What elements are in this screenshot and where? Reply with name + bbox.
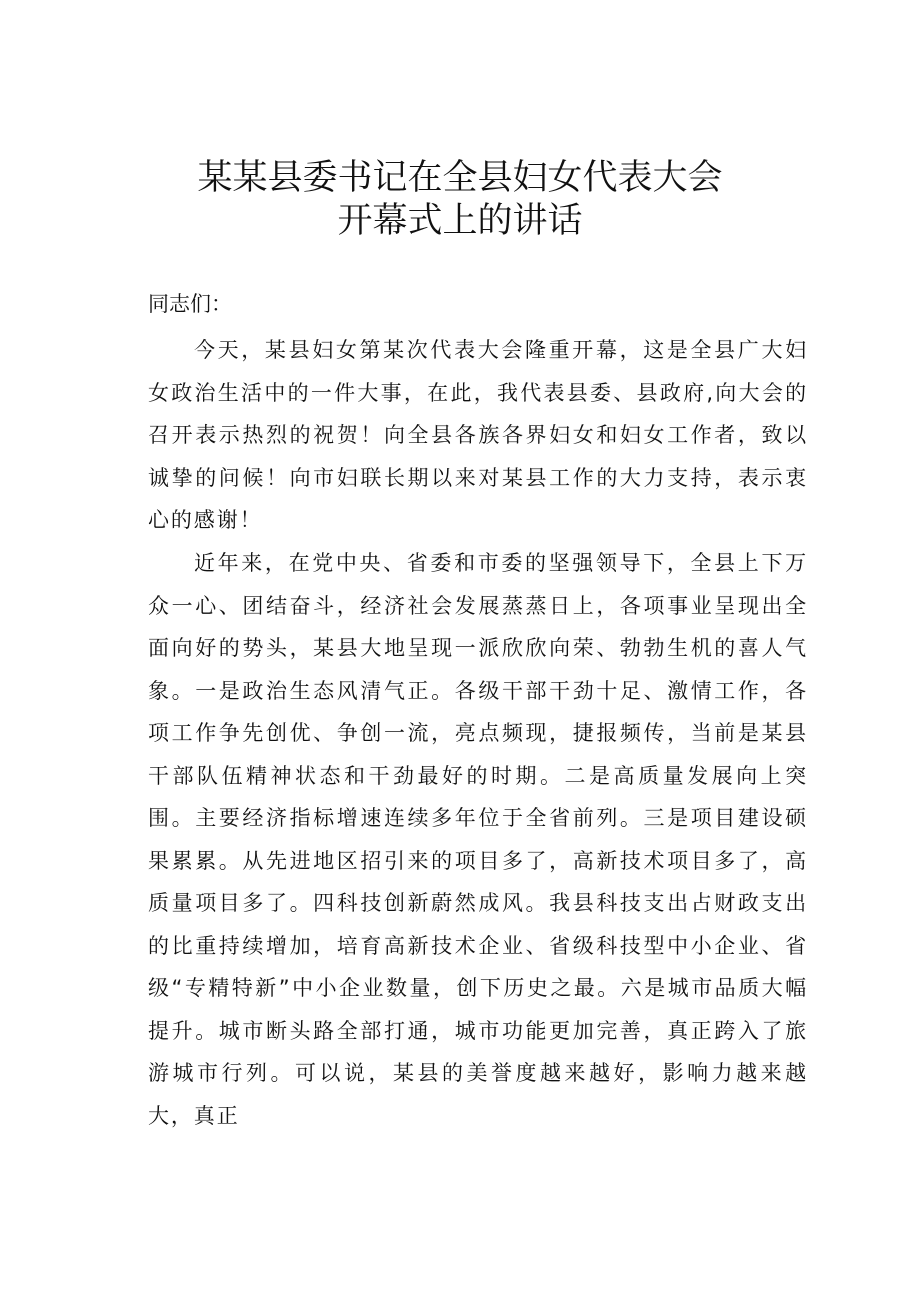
salutation: 同志们： bbox=[148, 292, 232, 316]
document-title-line-1: 某某县委书记在全县妇女代表大会 bbox=[197, 158, 723, 198]
document-title-line-2: 开幕式上的讲话 bbox=[337, 201, 583, 241]
paragraph-achievements: 近年来，在党中央、省委和市委的坚强领导下，全县上下万众一心、团结奋斗，经济社会发展蒸蒸日上，各项事业呈现出全面向好的势头，某县大地呈现一派欣欣向荣、勃勃生机的喜人气象。一是政治生态风清气正。各级干部干劲十足、激情工作，各项工作争先创优、争创一流，亮点频现，捷报频传，当前是某县干部队伍精神状态和干劲最好的时期。二是高质量发展向上突围。主要经济指标增速连续多年位于全省前列。三是项目建设硕果累累。从先进地区招引来的项目多了，高新技术项目多了，高质量项目多了。四科技创新蔚然成风。我县科技支出占财政支出的比重持续增加，培育高新技术企业、省级科技型中小企业、省级“专精特新”中小企业数量，创下历史之最。六是城市品质大幅提升。城市断头路全部打通，城市功能更加完善，真正跨入了旅游城市行列。可以说，某县的美誉度越来越好，影响力越来越大，真正 bbox=[148, 551, 808, 1128]
paragraph-opening: 今天，某县妇女第某次代表大会隆重开幕，这是全县广大妇女政治生活中的一件大事，在此，我代表县委、县政府,向大会的召开表示热烈的祝贺！向全县各族各界妇女和妇女工作者，致以诚挚的问候！向市妇联长期以来对某县工作的大力支持，表示衷心的感谢！ bbox=[148, 338, 808, 532]
